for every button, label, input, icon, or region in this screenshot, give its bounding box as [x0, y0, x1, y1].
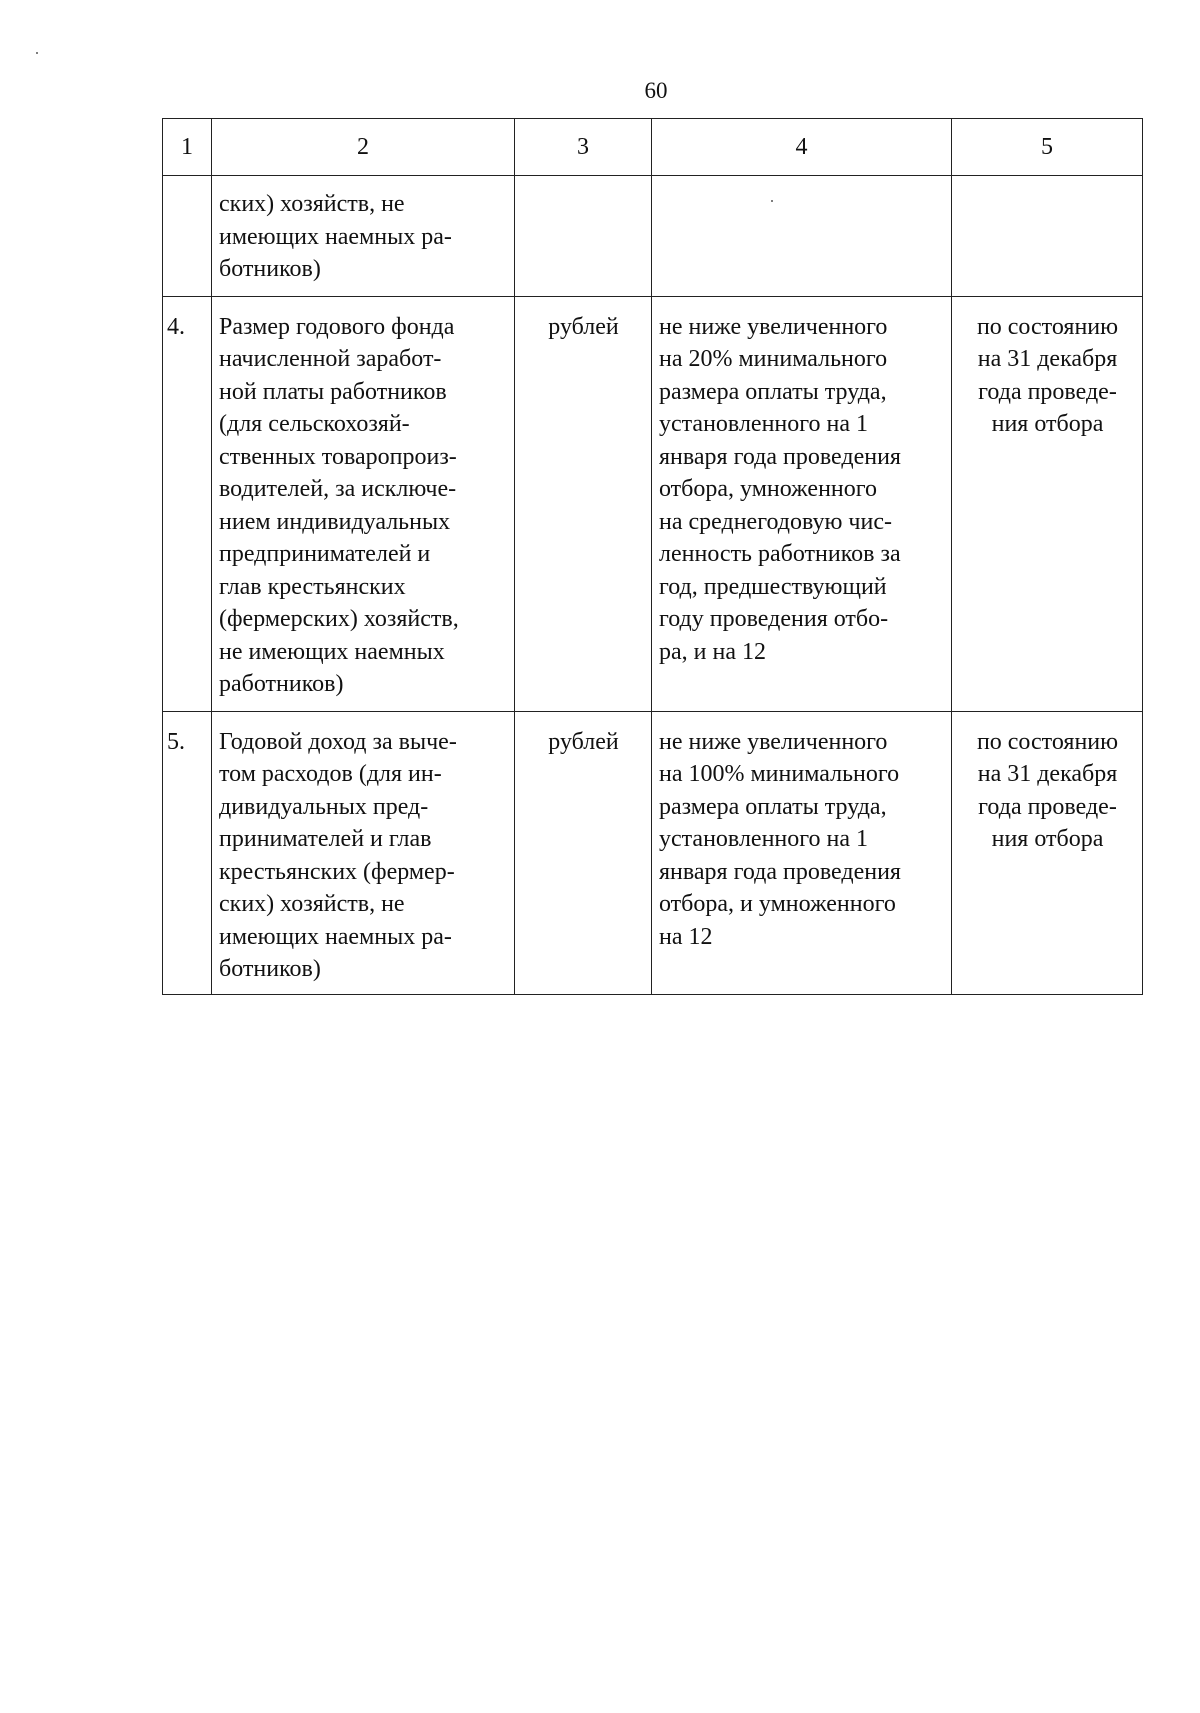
value-text: не ниже увеличенного на 20% минимального размера оплаты труда, установленного на 1 января года проведения отбора, умноженного на среднегодовую чис- ленность работников за год, предшествующий году проведения отбо- ра, и на 12: [659, 313, 901, 665]
unit-cell: [515, 296, 652, 711]
unit-text: [515, 176, 651, 198]
value-cell: [652, 296, 952, 711]
term-text: по состоянию на 31 декабря года проведе- ния отбора: [976, 728, 1119, 852]
column-header-3: 3: [515, 119, 652, 176]
indicator-cell: [212, 711, 515, 994]
indicator-cell: [212, 296, 515, 711]
term-cell: [952, 296, 1143, 711]
table-row: [163, 296, 1143, 711]
term-text: по состоянию на 31 декабря года проведе- ния отбора: [976, 313, 1119, 437]
row-number: [163, 176, 211, 198]
unit-text: рублей: [548, 728, 619, 755]
unit-cell: [515, 711, 652, 994]
indicator-text: Годовой доход за выче- том расходов (для ин- дивидуальных пред- принимателей и глав крестьянских (фермер- ских) хозяйств, не имеющих наемных ра- ботников): [219, 728, 457, 982]
indicator-cell: [212, 176, 515, 297]
value-text: не ниже увеличенного на 100% минимального размера оплаты труда, установленного на 1 января года проведения отбора, и умноженного на 12: [659, 728, 901, 950]
row-number: 4.: [167, 313, 185, 340]
row-number: 5.: [167, 728, 185, 755]
row-number-cell: [163, 176, 212, 297]
page-number: 60: [644, 78, 668, 103]
table-row: [163, 711, 1143, 994]
row-number-cell: [163, 296, 212, 711]
table-row: [163, 176, 1143, 297]
column-header-2: 2: [212, 119, 515, 176]
indicator-text: ских) хозяйств, не имеющих наемных ра- ботников): [219, 191, 452, 282]
term-cell: [952, 711, 1143, 994]
table-header-row: [163, 119, 1143, 176]
value-cell: [652, 711, 952, 994]
indicator-text: Размер годового фонда начисленной заработ- ной платы работников (для сельскохозяй- ственных товаропроиз- водителей, за исключе- нием индивидуальных предпринимателей и глав крестьянских (фермерских) хозяйств, не имеющих наемных работников): [219, 313, 459, 697]
value-cell: [652, 176, 952, 297]
requirements-table: [162, 118, 1143, 995]
row-number-cell: [163, 711, 212, 994]
column-header-5: 5: [952, 119, 1143, 176]
column-header-4: 4: [652, 119, 952, 176]
scan-speck: [36, 52, 38, 54]
column-header-1: 1: [163, 119, 212, 176]
term-text: [952, 176, 1142, 198]
unit-text: рублей: [548, 313, 619, 340]
term-cell: [952, 176, 1143, 297]
value-text: [652, 176, 951, 198]
scan-speck: [771, 200, 773, 202]
unit-cell: [515, 176, 652, 297]
